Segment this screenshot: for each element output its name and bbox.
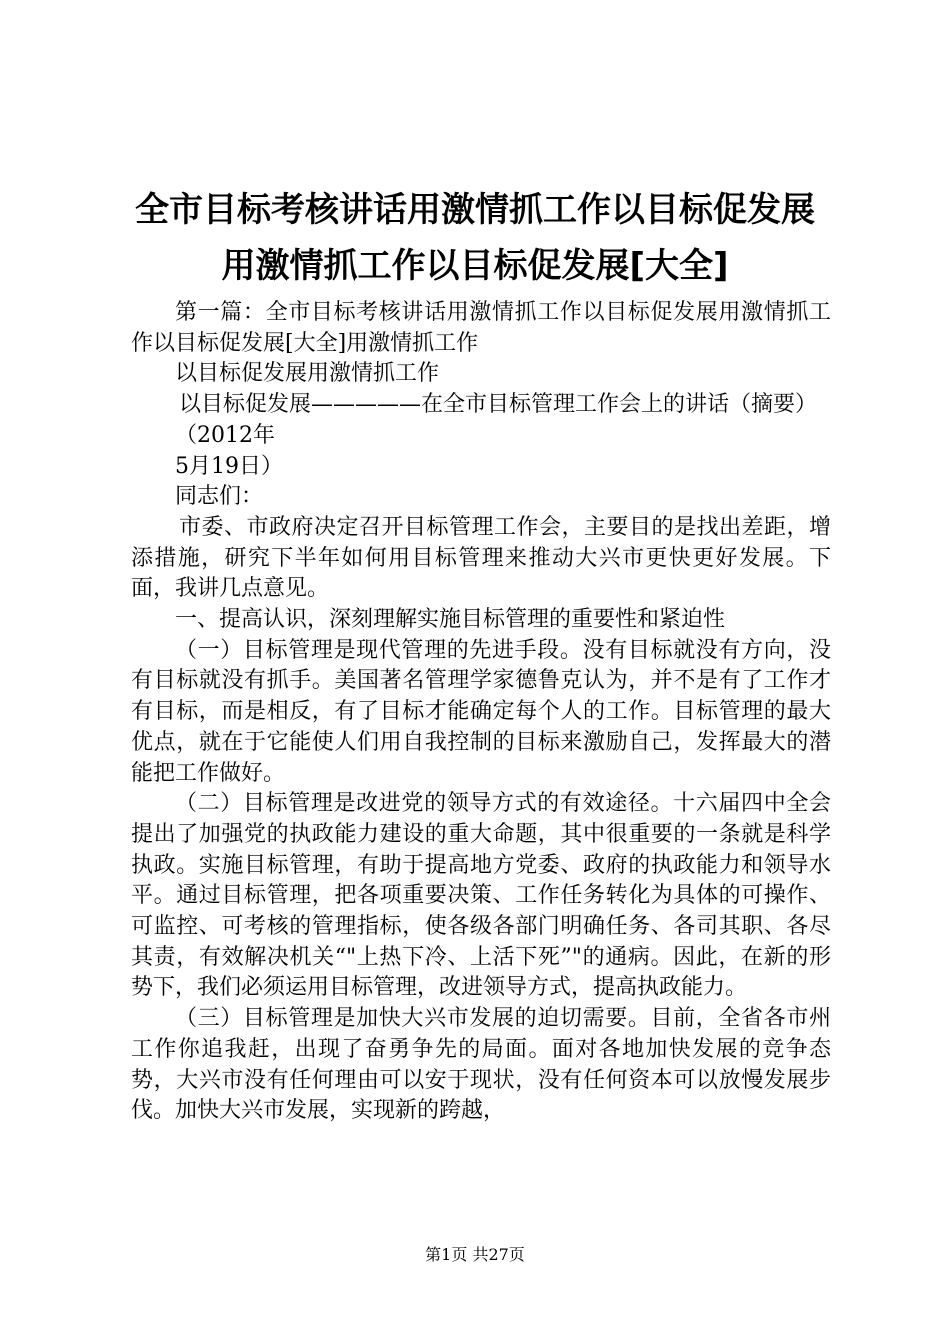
paragraph-point-2: （二）目标管理是改进党的领导方式的有效途径。十六届四中全会提出了加强党的执政能力建设的重大命题，其中很重要的一条就是科学执政。实施目标管理，有助于提高地方党委、政府的执政能力和领导水平。通过目标管理，把各项重要决策、工作任务转化为具体的可操作、可监控、可考核的管理指标，使各级各部门明确任务、各司其职、各尽其责，有效解决机关“"上热下冷、上活下死”"的通病。因此，在新的形势下，我们必须运用目标管理，改进领导方式，提高执政能力。 — [131, 791, 831, 1001]
paragraph-section-heading: 一、提高认识，深刻理解实施目标管理的重要性和紧迫性 — [175, 607, 726, 633]
page-number-footer: 第1页 共27页 — [425, 1245, 525, 1264]
paragraph-date-year: （2012年 — [175, 422, 275, 448]
paragraph-intro: 第一篇：全市目标考核讲话用激情抓工作以目标促发展用激情抓工作以目标促发展[大全]用激情抓工作 — [131, 300, 831, 356]
document-title-line-2: 用激情抓工作以目标促发展[大全] — [221, 246, 729, 286]
paragraph-point-3: （三）目标管理是加快大兴市发展的迫切需要。目前，全省各市州工作你追我赶，出现了奋勇争先的局面。面对各地加快发展的竞争态势，大兴市没有任何理由可以安于现状，没有任何资本可以放慢发展步伐。加快大兴市发展，实现新的跨越， — [131, 1006, 831, 1124]
paragraph-date-day: 5月19日） — [175, 453, 283, 479]
document-title-line-1: 全市目标考核讲话用激情抓工作以目标促发展 — [135, 190, 815, 230]
document-body — [131, 298, 831, 1127]
paragraph-speech-title: 以目标促发展—————在全市目标管理工作会上的讲话（摘要） — [179, 392, 818, 418]
paragraph-opening: 市委、市政府决定召开目标管理工作会，主要目的是找出差距，增添措施，研究下半年如何用目标管理来推动大兴市更快更好发展。下面，我讲几点意见。 — [131, 514, 831, 602]
paragraph-greeting: 同志们： — [175, 484, 264, 510]
paragraph-point-1: （一）目标管理是现代管理的先进手段。没有目标就没有方向，没有目标就没有抓手。美国著名管理学家德鲁克认为，并不是有了工作才有目标，而是相反，有了目标才能确定每个人的工作。目标管理的最大优点，就在于它能使人们用自我控制的目标来激励自己，发挥最大的潜能把工作做好。 — [131, 637, 831, 786]
paragraph-subtitle: 以目标促发展用激情抓工作 — [175, 361, 440, 387]
